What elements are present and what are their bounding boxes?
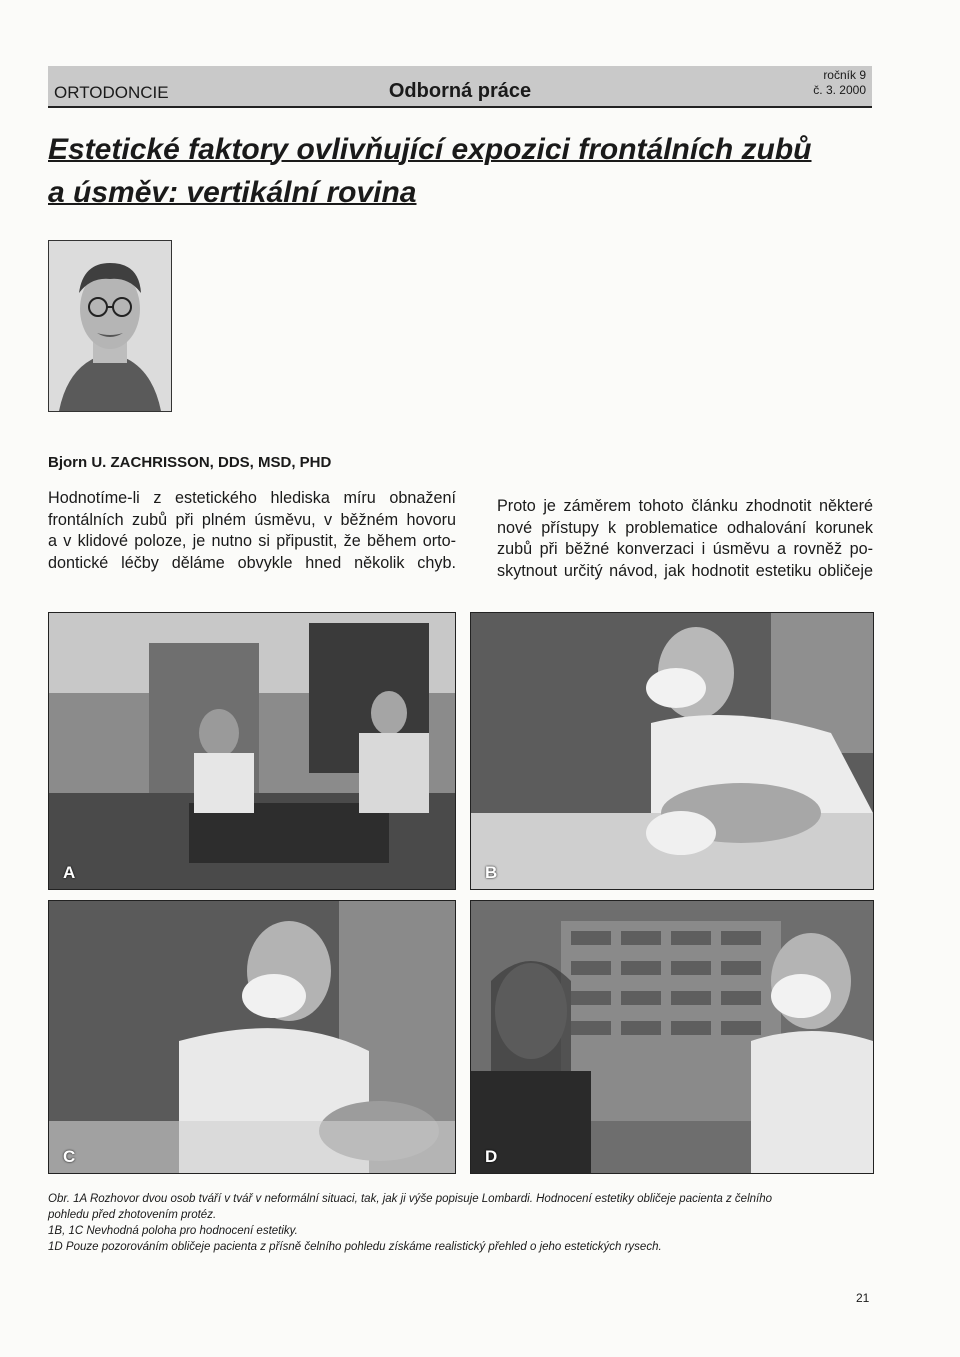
issue-info (813, 68, 866, 98)
photo-label: D (485, 1147, 498, 1166)
photo-d (470, 900, 874, 1174)
title-line-2: a úsměv: vertikální rovina (48, 176, 417, 209)
issue-label: č. 3. 2000 (813, 83, 866, 97)
page-header (48, 66, 872, 106)
caption-line: 1B, 1C Nevhodná poloha pro hodnocení estetiky. (48, 1225, 298, 1237)
caption-line: pohledu před zhotovením protéz. (48, 1209, 217, 1221)
section-name: ORTODONCIE (54, 83, 169, 102)
intro-line: frontálních zubů při plném úsměvu, v běžném hovoru (48, 510, 456, 529)
volume-label: ročník 9 (823, 68, 866, 82)
author-portrait (48, 240, 172, 412)
intro-line: Hodnotíme-li z estetického hlediska míru obnažení (48, 489, 456, 507)
figure-caption (48, 1191, 872, 1255)
photo-label: C (63, 1147, 76, 1166)
intro-line: a v klidové poloze, je nutno si připustit, že během orto- (48, 532, 456, 551)
caption-line: Obr. 1A Rozhovor dvou osob tváří v tvář v neformální situaci, tak, jak ji výše popisuje Lombardi. Hodnocení estetiky obličeje pacienta z čelního (48, 1193, 773, 1205)
title-line-1: Estetické faktory ovlivňující expozici frontálních zubů (48, 133, 812, 166)
page-number: 21 (856, 1291, 870, 1305)
category-label: Odborná práce (388, 80, 532, 102)
header-rule (48, 106, 872, 108)
intro-column-left (48, 488, 456, 574)
author-name: Bjorn U. ZACHRISSON, DDS, MSD, PHD (48, 454, 332, 471)
intro-line: skytnout určitý návod, jak hodnotit estetiku obličeje (497, 561, 873, 580)
photo-b (470, 612, 874, 890)
photo-label: A (63, 863, 76, 882)
intro-line: Proto je záměrem tohoto článku zhodnotit některé (497, 497, 873, 515)
photo-a (48, 612, 456, 890)
photo-c (48, 900, 456, 1174)
intro-line: nové přístupy k problematice odhalování korunek (497, 518, 873, 537)
intro-line: zubů při běžné konverzaci i úsměvu a rovněž po- (497, 540, 873, 559)
intro-line: dontické léčby děláme obvykle hned několik chyb. (48, 553, 456, 572)
article-title (48, 128, 868, 214)
caption-line: 1D Pouze pozorováním obličeje pacienta z přísně čelního pohledu získáme realistický přehled o jeho estetických rysech. (48, 1241, 662, 1253)
photo-label: B (485, 863, 498, 882)
intro-column-right (497, 496, 873, 582)
